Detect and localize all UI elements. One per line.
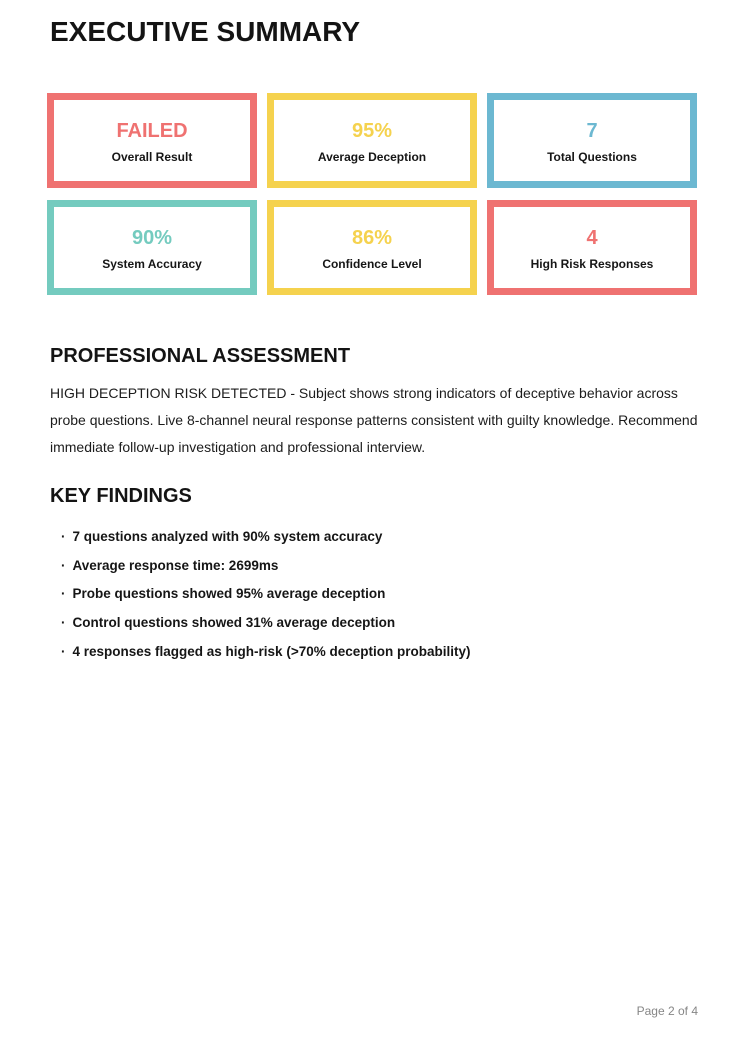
finding-text: 7 questions analyzed with 90% system accuracy bbox=[72, 528, 383, 544]
finding-text: 4 responses flagged as high-risk (>70% deception probability) bbox=[72, 643, 471, 659]
finding-text: Control questions showed 31% average deception bbox=[72, 614, 396, 630]
findings-heading: KEY FINDINGS bbox=[50, 485, 192, 507]
summary-card-label: Overall Result bbox=[111, 150, 193, 164]
summary-card-label: Confidence Level bbox=[322, 257, 422, 271]
finding-item bbox=[61, 551, 470, 580]
summary-card-value: 95% bbox=[351, 120, 393, 142]
summary-card-system-accuracy bbox=[47, 200, 257, 295]
summary-card-value: FAILED bbox=[116, 120, 188, 142]
bullet-icon: · bbox=[61, 528, 66, 544]
summary-card-confidence-level bbox=[267, 200, 477, 295]
summary-card-label: Total Questions bbox=[547, 150, 637, 164]
bullet-icon: · bbox=[61, 586, 66, 602]
assessment-body-text: HIGH DECEPTION RISK DETECTED - Subject shows strong indicators of deceptive behavior across probe questions. Live 8-channel neural response patterns consistent with guilty knowledge. Recommend immediate follow-up investigation and professional interview. bbox=[50, 385, 698, 455]
finding-item bbox=[61, 637, 470, 666]
summary-cards-grid bbox=[47, 93, 697, 295]
finding-item bbox=[61, 522, 470, 551]
summary-card-value: 7 bbox=[586, 120, 598, 142]
findings-list bbox=[61, 522, 470, 665]
summary-card-label: System Accuracy bbox=[102, 257, 202, 271]
summary-card-label: High Risk Responses bbox=[530, 257, 654, 271]
summary-card-high-risk-responses bbox=[487, 200, 697, 295]
page-title: EXECUTIVE SUMMARY bbox=[50, 16, 361, 47]
summary-card-label: Average Deception bbox=[317, 150, 427, 164]
summary-card-value: 86% bbox=[351, 227, 393, 249]
finding-text: Probe questions showed 95% average deception bbox=[72, 586, 386, 602]
finding-item bbox=[61, 608, 470, 637]
summary-card-value: 4 bbox=[586, 227, 598, 249]
summary-card-total-questions bbox=[487, 93, 697, 188]
summary-card-overall-result bbox=[47, 93, 257, 188]
bullet-icon: · bbox=[61, 557, 66, 573]
summary-card-value: 90% bbox=[131, 227, 173, 249]
bullet-icon: · bbox=[61, 614, 66, 630]
assessment-heading: PROFESSIONAL ASSESSMENT bbox=[50, 345, 351, 367]
bullet-icon: · bbox=[61, 643, 66, 659]
summary-card-average-deception bbox=[267, 93, 477, 188]
finding-item bbox=[61, 579, 470, 608]
finding-text: Average response time: 2699ms bbox=[72, 557, 279, 573]
page-number: Page 2 of 4 bbox=[636, 1004, 698, 1018]
